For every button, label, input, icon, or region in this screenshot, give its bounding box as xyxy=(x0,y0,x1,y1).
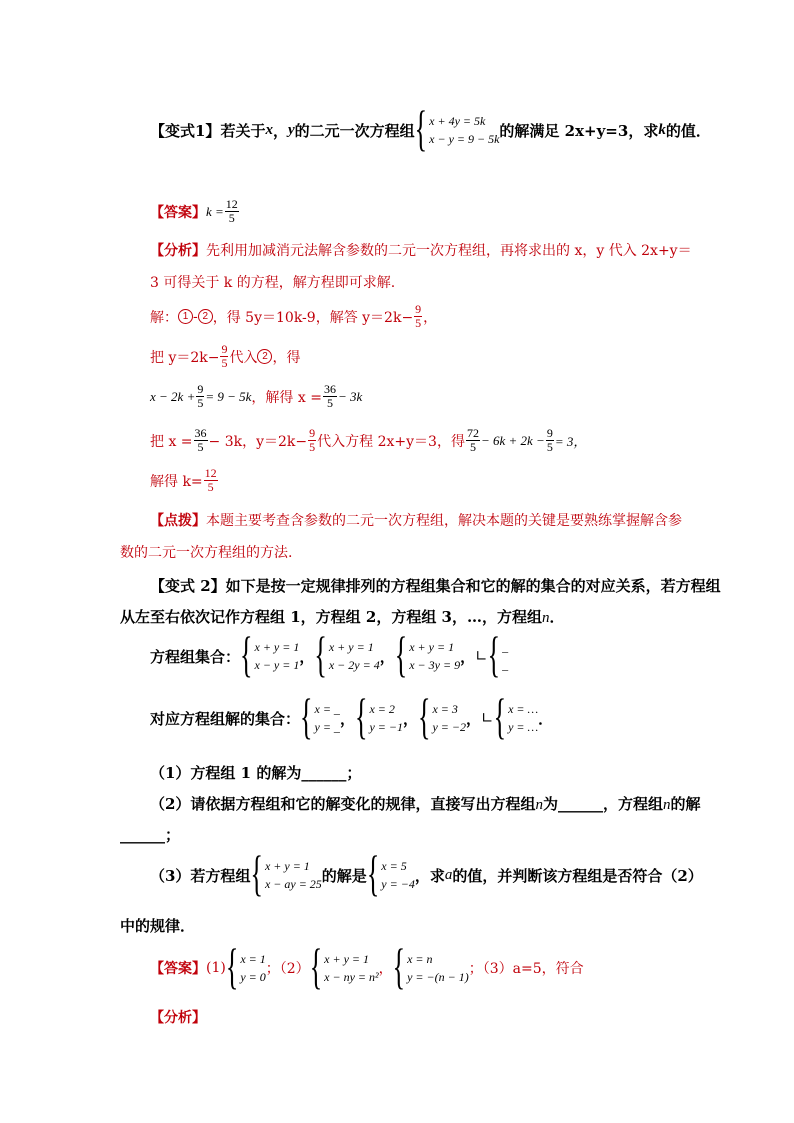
answer-solution-n: { x = n y = −(n − 1) xyxy=(392,939,469,995)
eq: x + y = 1 xyxy=(328,640,374,654)
question-3-line1 xyxy=(150,846,703,902)
num: 12 xyxy=(204,466,217,480)
var-y: y xyxy=(287,121,295,138)
eq: y = 0 xyxy=(240,970,266,984)
eq: x = n xyxy=(407,952,433,966)
fraction-12-fifths xyxy=(204,467,218,494)
den: 5 xyxy=(415,316,422,330)
answer-fraction xyxy=(225,198,239,225)
text: （2）请依据方程组和它的解变化的规律，直接写出方程组 xyxy=(150,795,536,813)
eq: x − y = 1 xyxy=(254,658,300,672)
period: ． xyxy=(538,709,554,728)
variant1-text-b: 的二元一次方程组 xyxy=(294,121,415,140)
den: 5 xyxy=(326,396,333,410)
answer1 xyxy=(150,198,240,225)
solution-text: ，得 5y＝10k-9，解答 y＝2k− xyxy=(212,309,414,326)
fraction-36-fifths xyxy=(323,383,337,410)
part-3: ；（3）a=5，符合 xyxy=(468,961,584,977)
ellipsis-icon: ∟ xyxy=(475,647,488,665)
eq: y = −2 xyxy=(432,720,466,734)
circled-one-icon: 1 xyxy=(178,309,193,324)
eq: y = −4 xyxy=(381,877,415,891)
minus: - xyxy=(193,308,198,325)
sep: ， xyxy=(402,709,418,728)
analysis1-line2: 3 可得关于 k 的方程，解方程即可求解. xyxy=(150,275,396,291)
variant2-text: 如下是按一定规律排列的方程组集合和它的解的集合的对应关系，若方程组 xyxy=(225,577,721,595)
eq: x + y = 1 xyxy=(324,952,370,966)
eq: _ xyxy=(502,658,509,672)
text: 的值，并判断该方程组是否符合（2） xyxy=(452,866,703,885)
sep: ， xyxy=(339,709,355,728)
system-n: { _ _ xyxy=(487,627,509,683)
expr: − 3k xyxy=(337,388,363,404)
eq: y = _ xyxy=(314,720,340,734)
eq: x + y = 1 xyxy=(254,640,300,654)
question-2-line1 xyxy=(150,793,700,814)
ellipsis-icon: ∟ xyxy=(481,709,494,727)
system-2: { x + y = 1 x − 2y = 4 xyxy=(314,627,380,683)
part-2: ；（2） xyxy=(265,961,310,977)
variant1-question xyxy=(150,101,711,157)
analysis-text-1: 先利用加减消元法解含参数的二元一次方程组，再将求出的 x，y 代入 2x+y＝ xyxy=(206,243,692,259)
fraction-72-fifths xyxy=(466,427,480,454)
solution-set-label: 对应方程组解的集合： xyxy=(150,709,301,728)
comma: ， xyxy=(272,121,288,140)
text: − 3k，y＝2k− xyxy=(208,433,308,450)
variant2-line1 xyxy=(150,575,721,596)
system-3: { x + y = 1 x − 3y = 9 xyxy=(394,627,461,683)
eq: y = … xyxy=(508,720,539,734)
eq: x = 2 xyxy=(369,702,395,716)
circled-two-icon: 2 xyxy=(198,309,213,324)
text: 从左至右依次记作方程组 1，方程组 2，方程组 3，…，方程组 xyxy=(120,608,542,626)
eq: x + y = 1 xyxy=(409,640,455,654)
sep: ， xyxy=(299,647,315,666)
solution-3: { x = 3 y = −2 xyxy=(417,689,466,745)
eq: x = 3 xyxy=(432,702,458,716)
var-a: a xyxy=(444,866,453,883)
text: 把 x = xyxy=(150,433,193,450)
eq: x = 5 xyxy=(381,859,407,873)
text: ，解得 x = xyxy=(251,389,322,406)
var-n: n xyxy=(662,797,671,813)
equation-system: { x + 4y = 5k x − y = 9 − 5k xyxy=(414,101,500,157)
point-line1 xyxy=(150,510,682,530)
num: 9 xyxy=(197,382,204,396)
eq: x + y = 1 xyxy=(264,859,310,873)
num: 36 xyxy=(323,382,336,396)
num: 9 xyxy=(546,426,553,440)
analysis-label: 【分析】 xyxy=(150,243,206,259)
var-n: n xyxy=(541,610,550,626)
solution-n: { x = … y = … xyxy=(493,689,539,745)
question-1: （1）方程组 1 的解为______； xyxy=(150,764,362,782)
fraction-denominator: 5 xyxy=(228,211,235,225)
equation-set-label: 方程组集合： xyxy=(150,647,241,666)
num: 9 xyxy=(309,426,316,440)
variant1-label: 【变式1】 xyxy=(150,121,221,140)
text: 的解 xyxy=(670,795,701,813)
solution-line3 xyxy=(150,383,362,410)
variant1-text-c: 的解满足 2x+y=3，求 xyxy=(499,121,659,140)
part-1: (1) xyxy=(206,960,226,976)
question-2-line2: ______； xyxy=(120,826,181,844)
var-n: n xyxy=(535,797,543,813)
question-3-line2: 中的规律． xyxy=(120,917,196,935)
analysis1-line1 xyxy=(150,240,692,260)
den: 5 xyxy=(309,440,316,454)
solution-set-row xyxy=(150,689,554,745)
den: 5 xyxy=(207,480,214,494)
analysis2-label: 【分析】 xyxy=(150,1010,206,1026)
eq: x = 1 xyxy=(240,952,266,966)
point-label: 【点拨】 xyxy=(150,513,206,529)
solution-2: { x = 2 y = −1 xyxy=(354,689,403,745)
variant2-line2 xyxy=(120,606,565,627)
text: 把 y＝2k− xyxy=(150,349,220,366)
equation-1: x + 4y = 5k xyxy=(429,114,486,128)
fraction-nine-fifths xyxy=(220,343,228,370)
variant1-text-a: 若关于 xyxy=(220,121,266,140)
fraction-nine-fifths xyxy=(196,383,204,410)
solution-prefix: 解： xyxy=(150,309,178,326)
expr: − 6k + 2k − xyxy=(480,432,545,448)
comma: ， xyxy=(423,309,438,326)
solution-line2 xyxy=(150,343,300,370)
eq: x = _ xyxy=(314,702,340,716)
den: 5 xyxy=(197,396,204,410)
den: 5 xyxy=(221,356,228,370)
answer-label: 【答案】 xyxy=(150,961,206,977)
point-line2: 数的二元一次方程组的方法. xyxy=(120,545,293,561)
text: ，求 xyxy=(414,866,445,885)
fraction-36-fifths xyxy=(194,427,208,454)
variant1-text-d: 的值． xyxy=(665,121,711,140)
den: 5 xyxy=(469,440,476,454)
circled-two-icon: 2 xyxy=(257,349,272,364)
solution-line4 xyxy=(150,427,586,454)
q3-system: { x + y = 1 x − ay = 25 xyxy=(250,846,322,902)
fraction-nine-fifths xyxy=(308,427,316,454)
text: 解得 k= xyxy=(150,473,203,490)
text: 为______，方程组 xyxy=(542,795,663,813)
solution-line5 xyxy=(150,467,219,494)
equation-set-row xyxy=(150,627,509,683)
eq: y = −1 xyxy=(369,720,403,734)
den: 5 xyxy=(197,440,204,454)
answer-system-n: { x + y = 1 x − ny = n² xyxy=(309,939,379,995)
eq: x = … xyxy=(508,702,539,716)
system-1: { x + y = 1 x − y = 1 xyxy=(240,627,300,683)
sep: ， xyxy=(378,961,393,977)
text: ，得 xyxy=(272,349,301,366)
num: 72 xyxy=(466,426,479,440)
sep: ， xyxy=(466,709,482,728)
fraction-nine-fifths xyxy=(414,303,422,330)
solution-1: { x = _ y = _ xyxy=(300,689,340,745)
equation-2: x − y = 9 − 5k xyxy=(429,132,500,146)
fraction-nine-fifths xyxy=(546,427,554,454)
eq: _ xyxy=(502,640,509,654)
expr: x − 2k + xyxy=(150,388,196,404)
variant2-label: 【变式 2】 xyxy=(150,577,226,595)
num: 36 xyxy=(194,426,207,440)
eq: x − 2y = 4 xyxy=(328,658,380,672)
sep: ， xyxy=(379,647,395,666)
text: 代入方程 2x+y＝3，得 xyxy=(317,433,465,450)
var-x: x xyxy=(265,121,273,138)
solution-line1 xyxy=(150,303,437,330)
num: 9 xyxy=(415,302,422,316)
var-k: k xyxy=(658,121,666,138)
den: 5 xyxy=(546,440,553,454)
point-text: 本题主要考查含参数的二元一次方程组，解决本题的关键是要熟练掌握解含参 xyxy=(206,513,682,529)
fraction-numerator: 12 xyxy=(225,197,238,211)
text: 的解是 xyxy=(321,866,367,885)
answer-solution-1: { x = 1 y = 0 xyxy=(225,939,266,995)
eq: x − 3y = 9 xyxy=(409,658,461,672)
num: 9 xyxy=(221,342,228,356)
expr: = 9 − 5k xyxy=(205,388,252,404)
eq: x − ay = 25 xyxy=(264,877,322,891)
answer-label: 【答案】 xyxy=(150,204,206,221)
expr: = 3， xyxy=(554,434,587,449)
text: 代入 xyxy=(229,349,258,366)
q3-solution: { x = 5 y = −4 xyxy=(366,846,415,902)
eq: y = −(n − 1) xyxy=(407,970,469,984)
answer-lhs: k = xyxy=(206,203,224,219)
text: （3）若方程组 xyxy=(150,866,251,885)
sep: ， xyxy=(460,647,476,666)
text: ． xyxy=(549,608,565,626)
answer2 xyxy=(150,939,584,995)
eq: x − ny = n² xyxy=(324,970,379,984)
